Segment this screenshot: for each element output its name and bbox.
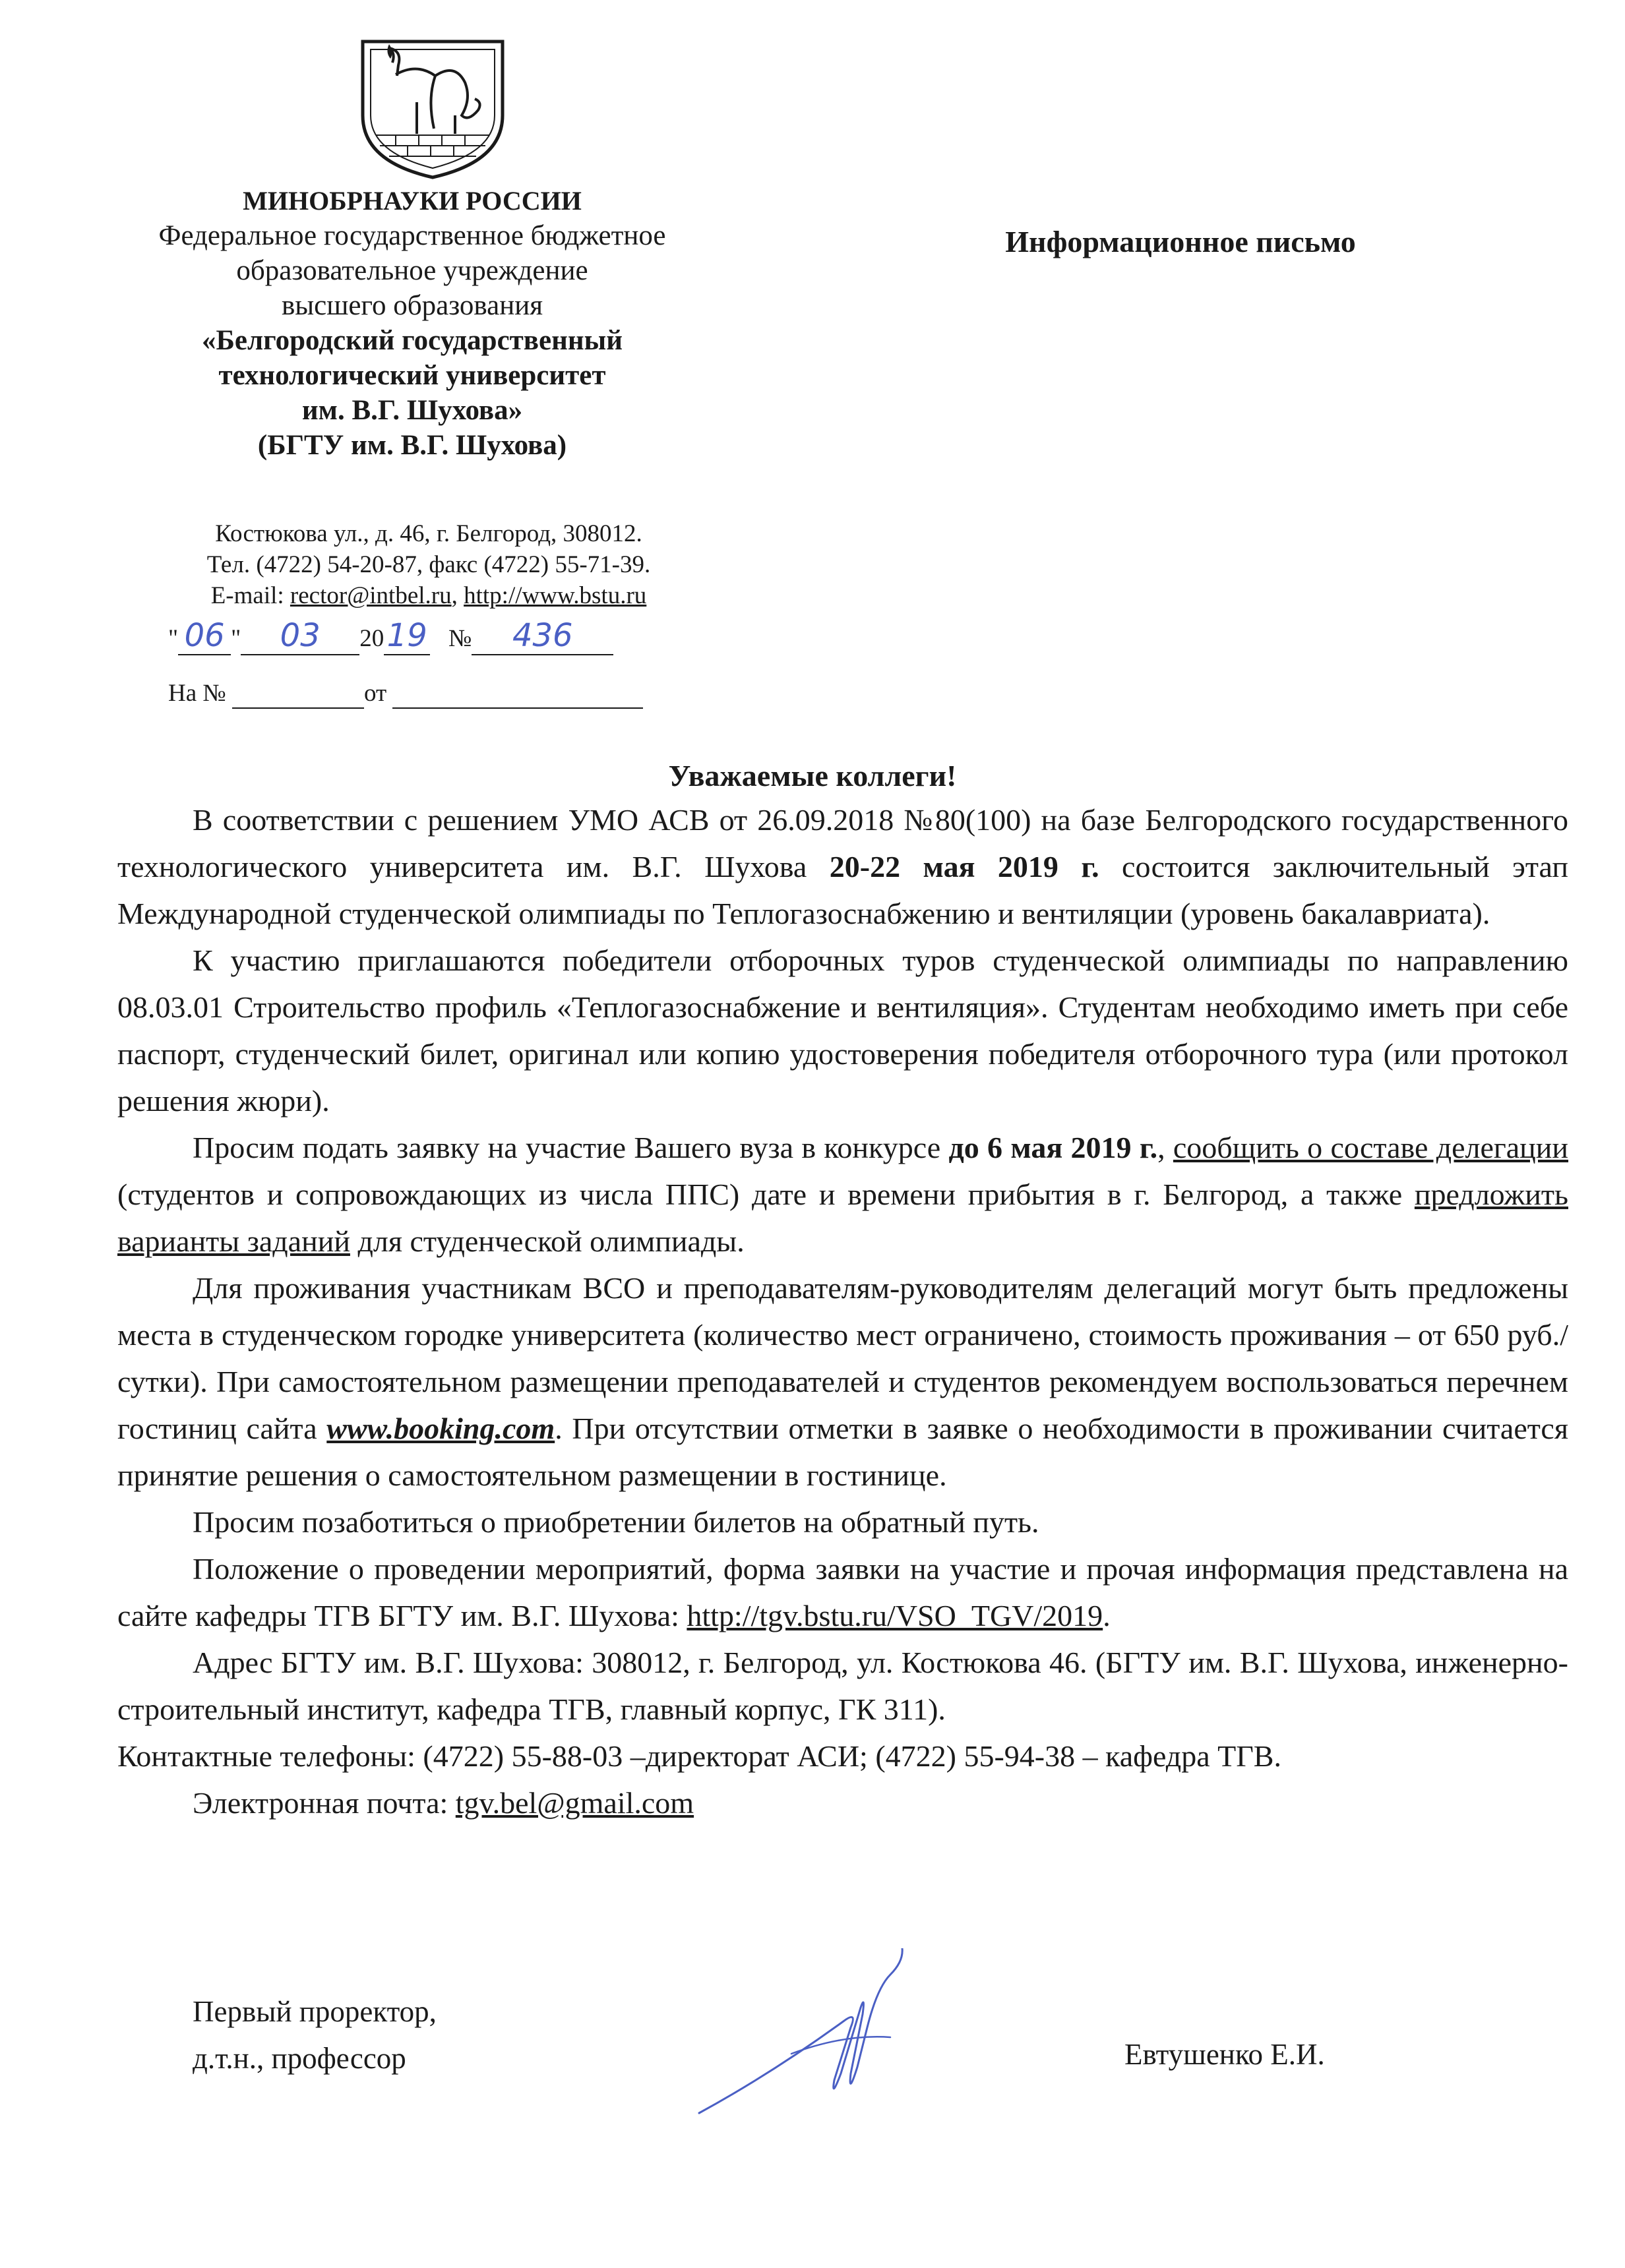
- paragraph-2: К участию приглашаются победители отборочных туров студенческой олимпиады по направлению 08.03.01 Строительство профиль «Теплогазоснабжение и вентиляция». Студентам необходимо иметь при себе паспорт, студенческий билет, оригинал или копию удостоверения победителя отборочного тура (или протокол решения жюри).: [117, 943, 1568, 1118]
- greeting: Уважаемые коллеги!: [668, 759, 957, 792]
- coat-of-arms-icon: [356, 36, 509, 180]
- org-type-line-3: высшего образования: [281, 290, 543, 321]
- year-prefix: 20: [359, 625, 384, 652]
- paragraph-4-text-b: . При отсутствии отметки в заявке о необходимости в проживании считается принятие решения о самостоятельном размещении в гостинице.: [117, 1412, 1568, 1492]
- email-prefix: E-mail:: [210, 582, 290, 609]
- university-website-link[interactable]: http://www.bstu.ru: [464, 582, 647, 609]
- letterhead-contacts: [165, 518, 692, 611]
- paragraph-3-text-b: ,: [1157, 1131, 1173, 1164]
- paragraph-9: [117, 1779, 1568, 1826]
- outgoing-number: 436: [512, 617, 573, 654]
- incoming-reference-row: [168, 679, 643, 709]
- signatory-title: [193, 1988, 437, 2082]
- signatory-name: Евтушенко Е.И.: [1124, 2038, 1325, 2071]
- paragraph-4-text-a: Для проживания участникам ВСО и преподавателям-руководителям делегаций могут быть предложены места в студенческом городке университета (количество мест ограничено, стоимость проживания – от 650 руб./сутки). При самостоятельном размещении преподавателей и студентов рекомендуем воспользоваться перечнем гостиниц сайта: [117, 1271, 1568, 1445]
- university-name-line-3: им. В.Г. Шухова»: [301, 395, 523, 426]
- paragraph-4: [117, 1265, 1568, 1499]
- letter-body: [117, 796, 1568, 1826]
- signatory-position: Первый проректор,: [193, 1995, 437, 2028]
- signatory-degree: д.т.н., профессор: [193, 2042, 406, 2075]
- handwritten-signature-icon: [692, 1948, 943, 2120]
- paragraph-6-text-a: Положение о проведении мероприятий, форма заявки на участие и прочая информация представлена на сайте кафедры ТГВ БГТУ им. В.Г. Шухова:: [117, 1552, 1568, 1632]
- paragraph-5: Просим позаботиться о приобретении билетов на обратный путь.: [193, 1505, 1039, 1539]
- paragraph-3-text-a: Просим подать заявку на участие Вашего вуза в конкурсе: [193, 1131, 949, 1164]
- postal-address: Костюкова ул., д. 46, г. Белгород, 308012.: [215, 520, 642, 547]
- paragraph-1: [117, 796, 1568, 937]
- paragraph-3-text-c: (студентов и сопровождающих из числа ППС) дате и времени прибытия в г. Белгород, а также: [117, 1178, 1415, 1211]
- task-proposal-request: предложить варианты заданий: [117, 1178, 1568, 1258]
- reference-number-label: На №: [168, 680, 226, 707]
- ministry-name: МИНОБРНАУКИ РОССИИ: [243, 186, 582, 216]
- email-website-line: [165, 580, 692, 611]
- paragraph-3-text-d: для студенческой олимпиады.: [350, 1224, 745, 1258]
- paragraph-1-text-a: В соответствии с решением УМО АСВ от 26.09.2018 №80(100) на базе Белгородского государственного технологического университета им. В.Г. Шухова: [117, 803, 1568, 883]
- rector-email-link[interactable]: rector@intbel.ru: [290, 582, 452, 609]
- org-type-line-2: образовательное учреждение: [236, 255, 588, 286]
- university-name-line-1: «Белгородский государственный: [201, 325, 623, 356]
- university-abbreviation: (БГТУ им. В.Г. Шухова): [257, 430, 567, 461]
- department-email-link[interactable]: tgv.bel@gmail.com: [455, 1786, 694, 1820]
- paragraph-9-text-a: Электронная почта:: [193, 1786, 456, 1820]
- paragraph-6: [117, 1545, 1568, 1639]
- delegation-info-request: сообщить о составе делегации: [1173, 1131, 1569, 1164]
- paragraph-7: Адрес БГТУ им. В.Г. Шухова: 308012, г. Белгород, ул. Костюкова 46. (БГТУ им. В.Г. Шухова, инженерно-строительный институт, кафедра ТГВ, главный корпус, ГК 311).: [117, 1646, 1568, 1726]
- date-year: 19: [386, 617, 427, 654]
- reference-from-label: от: [363, 680, 387, 707]
- university-name-line-2: технологический университет: [218, 360, 606, 391]
- event-dates: 20-22 мая 2019 г.: [829, 850, 1099, 883]
- phone-fax: Тел. (4722) 54-20-87, факс (4722) 55-71-39.: [206, 551, 651, 578]
- paragraph-6-text-b: .: [1103, 1599, 1111, 1632]
- letterhead-organization: [112, 183, 712, 463]
- number-label: №: [448, 625, 472, 652]
- date-day: 06: [184, 617, 225, 654]
- application-deadline: до 6 мая 2019 г.: [948, 1131, 1158, 1164]
- paragraph-8: Контактные телефоны: (4722) 55-88-03 –директорат АСИ; (4722) 55-94-38 – кафедра ТГВ.: [117, 1739, 1281, 1773]
- paragraph-1-text-b: состоится заключительный этап Международной студенческой олимпиады по Теплогазоснабжению и вентиляции (уровень бакалавриата).: [117, 850, 1568, 930]
- date-month: 03: [280, 617, 321, 654]
- department-website-link[interactable]: http://tgv.bstu.ru/VSO_TGV/2019: [687, 1599, 1103, 1632]
- outgoing-reference-row: " 06 " 03 2019 № 436: [168, 617, 613, 655]
- paragraph-3: [117, 1124, 1568, 1265]
- email-separator: ,: [451, 582, 464, 609]
- booking-link[interactable]: www.booking.com: [326, 1412, 555, 1445]
- org-type-line-1: Федеральное государственное бюджетное: [158, 220, 666, 251]
- document-type-title: Информационное письмо: [1005, 225, 1356, 258]
